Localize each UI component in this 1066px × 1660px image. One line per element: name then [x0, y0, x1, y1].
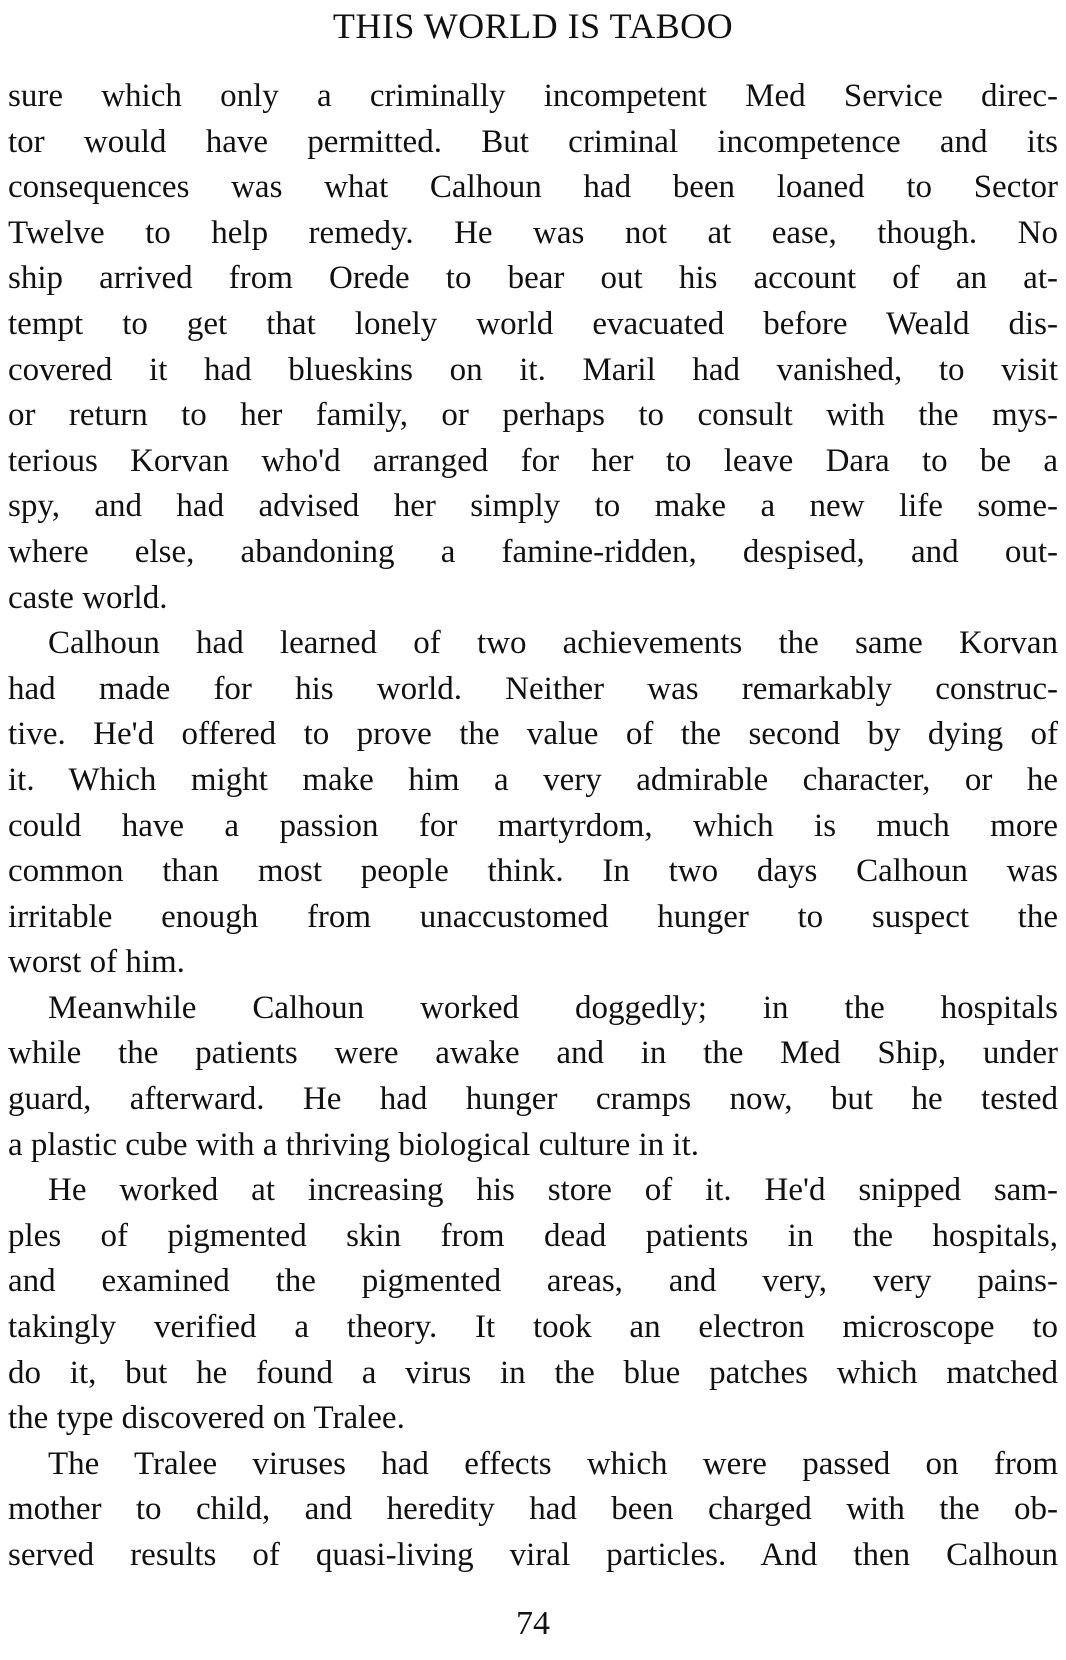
text-line: mother to child, and heredity had been charged with the ob- — [8, 1491, 1058, 1528]
text-line: the type discovered on Tralee. — [8, 1400, 405, 1437]
text-line: it. Which might make him a very admirable character, or he — [8, 761, 1058, 798]
text-line: He worked at increasing his store of it. He'd snipped sam- — [48, 1172, 1058, 1209]
text-line: tempt to get that lonely world evacuated before Weald dis- — [8, 305, 1058, 342]
text-line: do it, but he found a virus in the blue patches which matched — [8, 1354, 1058, 1391]
running-head: THIS WORLD IS TABOO — [332, 6, 734, 46]
text-line: or return to her family, or perhaps to consult with the mys- — [8, 397, 1058, 434]
text-line: and examined the pigmented areas, and very, very pains- — [8, 1263, 1058, 1300]
text-line: sure which only a criminally incompetent Med Service direc- — [8, 78, 1058, 114]
text-line: tor would have permitted. But criminal incompetence and its — [8, 123, 1058, 160]
text-line: where else, abandoning a famine-ridden, despised, and out- — [8, 533, 1058, 570]
text-line: Meanwhile Calhoun worked doggedly; in the hospitals — [48, 989, 1058, 1026]
text-line: served results of quasi-living viral particles. And then Calhoun — [8, 1537, 1058, 1573]
text-line: tive. He'd offered to prove the value of the second by dying of — [8, 716, 1058, 753]
text-line: while the patients were awake and in the Med Ship, under — [8, 1035, 1058, 1072]
text-line: consequences was what Calhoun had been loaned to Sector — [8, 169, 1058, 206]
text-line: terious Korvan who'd arranged for her to leave Dara to be a — [8, 442, 1058, 479]
text-line: had made for his world. Neither was remarkably construc- — [8, 670, 1058, 707]
text-line: covered it had blueskins on it. Maril had vanished, to visit — [8, 351, 1058, 388]
text-line: a plastic cube with a thriving biological culture in it. — [8, 1126, 699, 1163]
text-line: The Tralee viruses had effects which were passed on from — [48, 1445, 1058, 1482]
text-line: guard, afterward. He had hunger cramps now, but he tested — [8, 1081, 1058, 1118]
text-line: ship arrived from Orede to bear out his account of an at- — [8, 260, 1058, 297]
text-line: spy, and had advised her simply to make a new life some- — [8, 488, 1058, 525]
text-line: takingly verified a theory. It took an electron microscope to — [8, 1309, 1058, 1346]
text-line: Twelve to help remedy. He was not at ease, though. No — [8, 214, 1058, 251]
body-text — [8, 74, 1058, 1579]
text-line: ples of pigmented skin from dead patients in the hospitals, — [8, 1217, 1058, 1254]
text-line: could have a passion for martyrdom, which is much more — [8, 807, 1058, 844]
text-line: irritable enough from unaccustomed hunger to suspect the — [8, 898, 1058, 935]
page-number: 74 — [516, 1605, 550, 1642]
text-line: Calhoun had learned of two achievements the same Korvan — [48, 625, 1058, 662]
text-line: common than most people think. In two days Calhoun was — [8, 853, 1058, 890]
text-line: caste world. — [8, 579, 168, 616]
text-line: worst of him. — [8, 944, 185, 981]
